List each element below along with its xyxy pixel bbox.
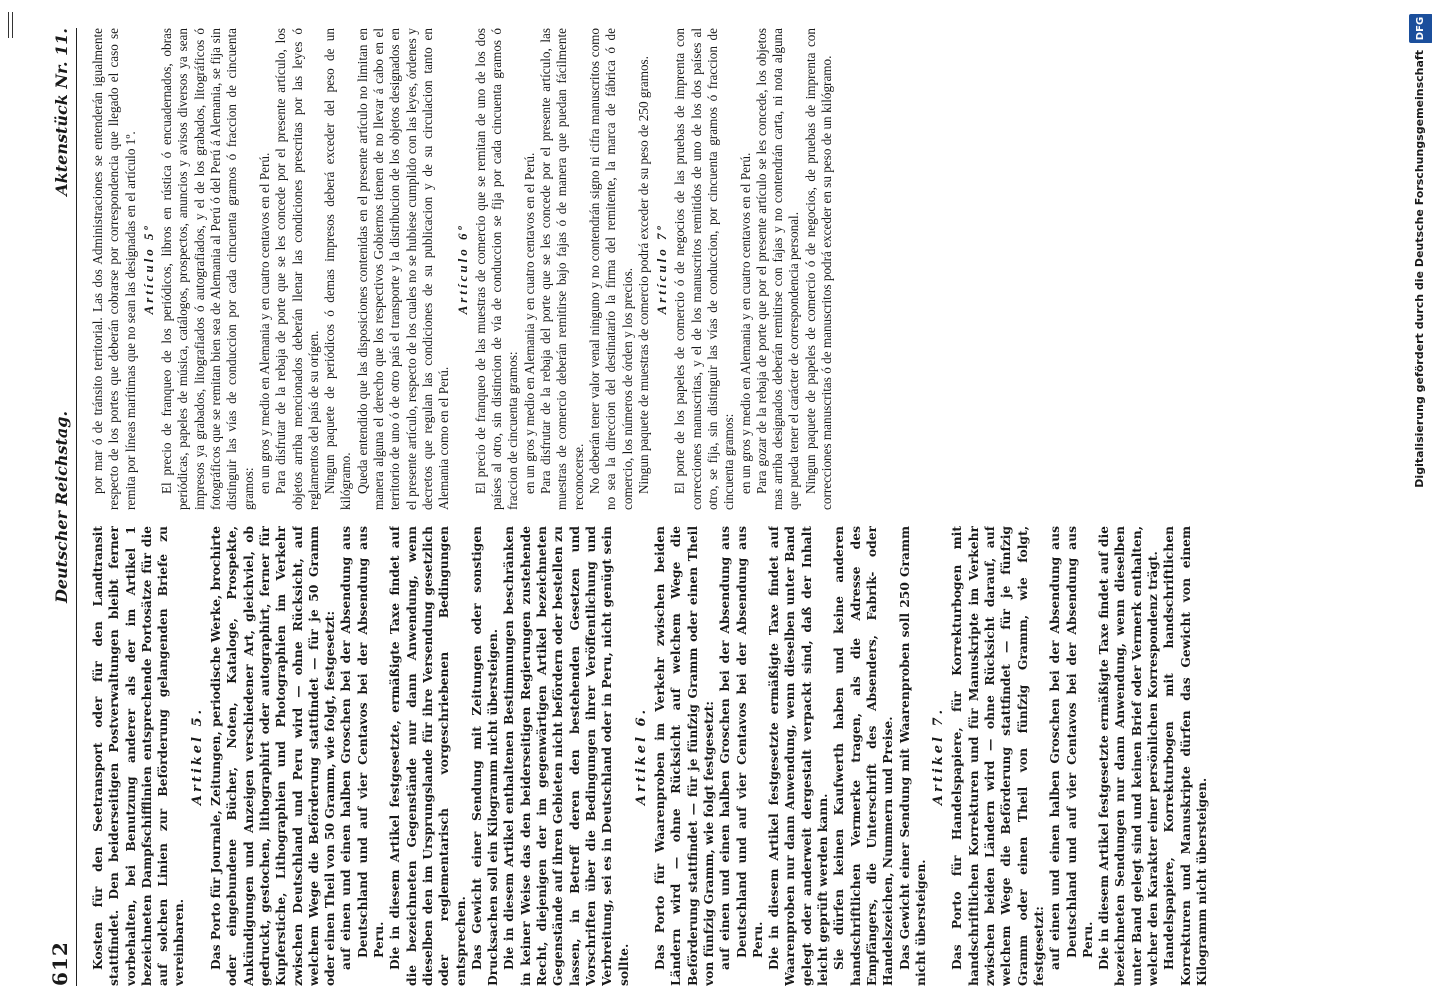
paragraph: Das Porto für Journale, Zeitungen, periodische Werke, brochirte oder eingebundene Bücher, Noten, Kataloge, Prospekte, Ankündigungen und Anzeigen verschiedener Art, gleichviel, ob gedruckt, gestochen, lithographirt oder autographirt, ferner für Kupferstiche, Lithographien und Photographien im Verkehr zwischen Deutschland und Peru wird — ohne Rücksicht, auf welchem Wege die Beförderung stattfindet — für je 50 Gramm oder einen Theil von 50 Gramm, wie folgt, festgesetzt:: [208, 526, 338, 986]
paragraph: Ningun paquete de papeles de comercio ó de negocios, de pruebas de imprenta con correcciones manuscritas ó de manuscritos podrá exceder en su peso de un kilógramo.: [802, 28, 835, 510]
paragraph: El porte de los papeles de comercio ó de negocios de las pruebas de imprenta con correcciones manuscritas, y el de los manuscritos remitidos de uno de los dos países al otro, se fija, sin distinguir las vías de conduccion, por cincuenta gramos ó fraccion de cincuenta gramos:: [672, 28, 737, 510]
top-rule: [8, 12, 9, 38]
paragraph: Die in diesem Artikel festgesetzte ermäßigte Taxe findet auf die bezeichneten Sendungen nur dann Anwendung, wenn dieselben unter Band gelegt sind und keinen Brief oder Vermerk enthalten, welcher den Karakter einer persönlichen Korrespondenz trägt.: [1096, 526, 1160, 986]
paragraph: en un gros y medio en Alemania y en cuatro centavos en el Perú.: [256, 152, 272, 494]
german-column: [90, 526, 1305, 986]
article-heading: Artículo 6º: [454, 223, 470, 315]
paragraph: Para gozar de la rebaja de porte que por el presente artículo se les concede, los objetos mas arriba designados deberán remitirse con fajas y no contendrán carta, ni nota alguna que pueda tener el carácter de correspondencia personal.: [753, 28, 802, 510]
paragraph: Die in diesem Artikel festgesetzte, ermäßigte Taxe findet auf die bezeichneten Gegenstände nur dann Anwendung, wenn dieselben den im Ursprungslande für ihre Versendung gesetzlich oder reglementarisch vorgeschriebenen Bedingungen entsprechen.: [387, 526, 468, 986]
article-heading: Artikel 5.: [189, 706, 205, 806]
credit-line: [1408, 0, 1432, 1000]
paragraph: Para disfrutar de la rebaja del porte que se les concede por el presente artículo, las muestras de comercio deberán remitirse bajo fajas ó de manera que puedan fácilmente reconocerse.: [538, 28, 586, 510]
article-heading: Artikel 7.: [931, 706, 947, 806]
paragraph: auf einen und einen halben Groschen bei der Absendung aus Deutschland und auf vier Centavos bei der Absendung aus Peru.: [717, 526, 765, 970]
paragraph: Kosten für den Seetransport oder für den Landtransit stattfindet. Den beiderseitigen Postverwaltungen bleibt ferner vorbehalten, bei Benutzung anderer als der im Artikel 1 bezeichneten Dampfschifflinien entsprechende Portosätze für die auf solchen Linien zur Beförderung gelangenden Briefe zu vereinbaren.: [90, 526, 187, 986]
paragraph: auf einen und einen halben Groschen bei der Absendung aus Deutschland und auf vier Centavos bei der Absendung aus Peru.: [338, 526, 387, 970]
running-title: Deutscher Reichstag.: [52, 410, 71, 604]
paragraph: Das Porto für Handelspapiere, für Korrekturbogen mit handschriftlichen Korrekturen und für Manuskripte im Verkehr zwischen beiden Ländern wird — ohne Rücksicht darauf, auf welchem Wege die Beförderung stattfindet — für je fünfzig Gramm oder einen Theil von fünfzig Gramm, wie folgt, festgesetzt:: [949, 526, 1046, 986]
paragraph: Sie dürfen keinen Kaufwerth haben und keine anderen handschriftlichen Vermerke tragen, als die Adresse des Empfängers, die Unterschrift des Absenders, Fabrik- oder Handelszeichen, Nummern und Preise.: [831, 526, 896, 986]
paragraph: Die in diesem Artikel festgesetzte ermäßigte Taxe findet auf Waarenproben nur dann Anwendung, wenn dieselben unter Band gelegt oder anderweit dergestalt verpackt sind, daß der Inhalt leicht geprüft werden kann.: [766, 526, 831, 986]
paragraph: El precio de franqueo de los periódicos, libros en rústica ó encuadernados, obras periódicas, papeles de música, catálogos, prospectos, anuncios y avisos diversos ya sean impresos ya grabados, litografiados ó autografiados, y el de los grabados, litográficos ó fotográficos que se remitan bien sea de Alemania al Perú ó del Perú á Alemania, se fija sin distinguir las vías de conduccion por cada cincuenta gramos ó fraccion de cincuenta gramos:: [159, 28, 256, 510]
paragraph: en un gros y medio en Alemania y en cuatro centavos en el Perú.: [521, 152, 537, 494]
paragraph: Die in diesem Artikel enthaltenen Bestimmungen beschränken in keiner Weise das den beiderseitigen Regierungen zustehende Recht, diejenigen der im gegenwärtigen Artikel bezeichneten Gegenstände auf ihren Gebieten nicht befördern oder bestellen zu lassen, in Betreff deren den bestehenden Gesetzen und Vorschriften über die Bedingungen ihrer Veröffentlichung und Verbreitung, sei es in Deutschland oder in Peru, nicht genügt sein sollte.: [501, 526, 631, 986]
article-heading: Artículo 5º: [140, 223, 156, 315]
top-rule-2: [12, 12, 13, 38]
paragraph: Queda entendido que las disposiciones contenidas en el presente artículo no limitan en manera alguna el derecho que los respectivos Gobiernos tienen de no llevar á cabo en el territorio de uno ó de otro país el transporte y la distribucion de los objetos designados en el presente artículo, respecto de los cuales no se hubiese cumplido con las leyes, órdenes y decretos que regulan las condiciones de su publicacion y de su circulacion tanto en Alemania como en el Perú.: [354, 28, 452, 510]
page-number: 612: [48, 941, 72, 986]
paragraph: El precio de franqueo de las muestras de comercio que se remitan de uno de los dos países al otro, sin distincion de vía de conduccion se fija por cada cincuenta gramos ó fraccion de cincuenta gramos:: [472, 28, 521, 510]
paragraph: en un gros y medio en Alemania y en cuatro centavos en el Perú.: [737, 152, 753, 494]
paragraph: Ningun paquete de periódicos ó demas impresos deberá exceder del peso de un kilógramo.: [322, 28, 354, 510]
paragraph: Das Porto für Waarenproben im Verkehr zwischen beiden Ländern wird — ohne Rücksicht auf welchem Wege die Beförderung stattfindet — für je fünfzig Gramm oder einen Theil von fünfzig Gramm, wie folgt festgesetzt:: [652, 526, 716, 986]
article-heading: Artículo 7º: [654, 223, 670, 315]
spanish-column: [90, 28, 1305, 510]
paragraph: Das Gewicht einer Sendung mit Zeitungen oder sonstigen Drucksachen soll ein Kilogramm nicht übersteigen.: [468, 526, 501, 986]
paragraph: por mar ó de tránsito territorial. Las dos Administraciones se entenderán igualmente respecto de los portes que deberán cobrarse por correspondencia que llegado el caso se remita por líneas marítimas que no sean las designadas en el artículo 1º.: [90, 28, 138, 510]
article-heading: Artikel 6.: [633, 706, 649, 806]
paragraph: Handelspapiere, Korrekturbogen mit handschriftlichen Korrekturen und Manuskripte dürfen das Gewicht von einem Kilogramm nicht übersteigen.: [1161, 526, 1209, 986]
dfg-logo: DFG: [1409, 14, 1432, 43]
paragraph: Para disfrutar de la rebaja de porte que se les concede por el presente artículo, los objetos arriba mencionados deberán llenar las condiciones prescritas por las leyes ó reglamentos del país de su orígen.: [273, 28, 321, 510]
page-header: [40, 28, 77, 986]
paragraph: Das Gewicht einer Sendung mit Waarenproben soll 250 Gramm nicht übersteigen.: [896, 526, 928, 986]
paragraph: auf einen und einen halben Groschen bei der Absendung aus Deutschland und auf vier Centavos bei der Absendung aus Peru.: [1047, 526, 1095, 970]
paragraph: Ningun paquete de muestras de comercio podrá exceder de su peso de 250 gramos.: [635, 56, 651, 494]
section-title: Aktenstück Nr. 11.: [52, 28, 71, 196]
credit-text: Digitalisierung gefördert durch die Deutsche Forschungsgemeinschaft: [1413, 50, 1426, 488]
paragraph: No deberán tener valor venal ninguno y no contendrán signo ni cifra manuscritos como no sea la direccion del destinatario la firma del remitente, la marca de fábrica ó de comercio, los números de órden y los precios.: [586, 28, 635, 510]
